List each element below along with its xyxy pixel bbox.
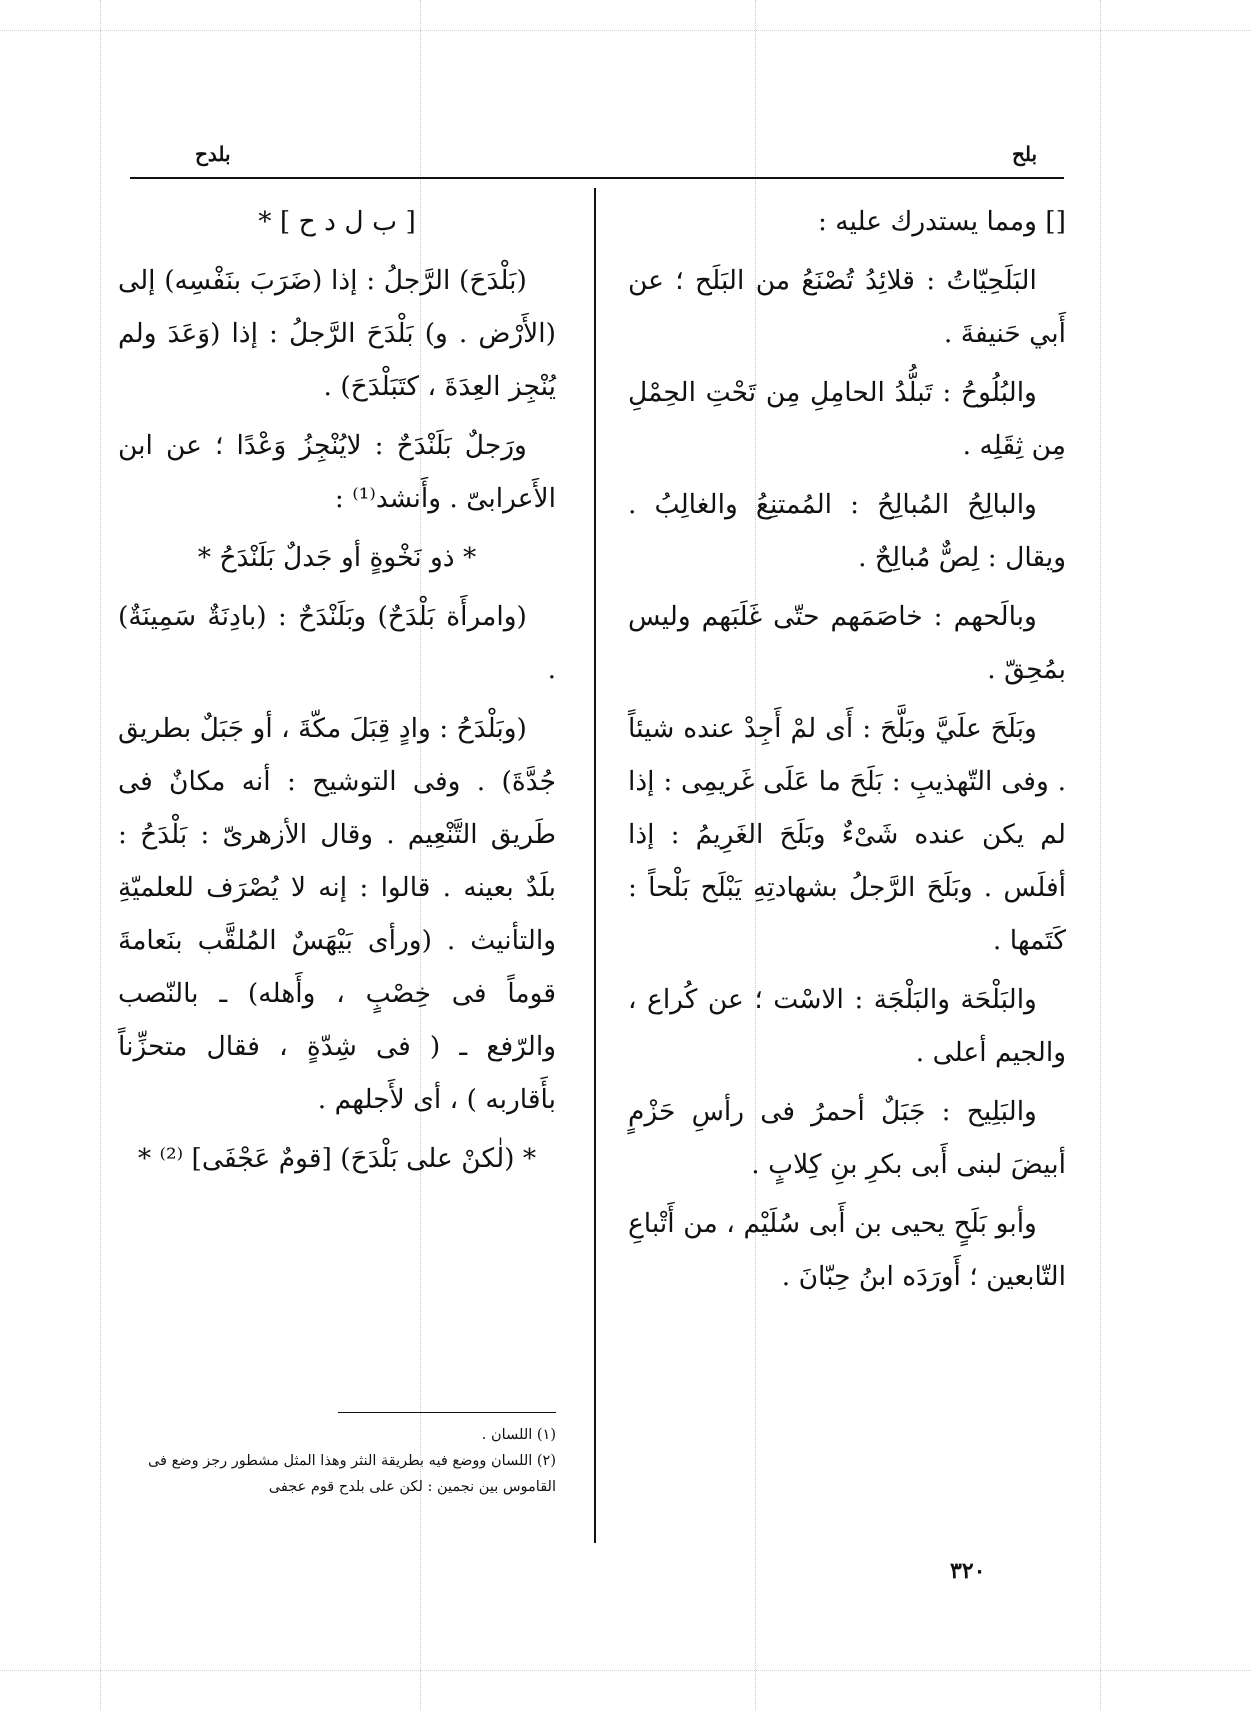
paragraph: والبُلُوحُ : تَبلُّدُ الحامِلِ مِن تَحْتِ الحِمْلِ مِن ثِقَلِه . bbox=[628, 377, 1066, 461]
header-left-word: بلدح bbox=[195, 142, 231, 166]
paragraph: والبَلِيح : جَبَلٌ أحمرُ فى رأسِ حَزْمٍ أبيضَ لبنى أَبى بكرِ بنِ كِلابٍ . bbox=[628, 1096, 1066, 1180]
footnote-1: (١) اللسان . bbox=[481, 1427, 556, 1443]
paragraph: * (لٰكنْ على بَلْدَحَ) [قومٌ عَجْفَى] ⁽²⁾ * bbox=[137, 1143, 537, 1174]
paragraph: (وامرأَة بَلْدَحٌ) وبَلَنْدَحٌ : (بادِنَةٌ سَمِينَةٌ) . bbox=[118, 601, 556, 685]
paragraph: * ذو نَخْوةٍ أو جَدلٌ بَلَنْدَحُ * bbox=[197, 542, 477, 573]
right-column bbox=[628, 195, 1066, 1309]
left-column bbox=[118, 195, 556, 1191]
header-rule bbox=[130, 177, 1064, 179]
footnotes bbox=[118, 1422, 556, 1500]
scan-dotted-line bbox=[0, 1670, 1251, 1671]
paragraph: (وبَلْدَحُ : وادٍ قِبَلَ مكّةَ ، أو جَبَلٌ بطريق جُدَّةَ) . وفى التوشيح : أنه مكانٌ فى طَريق التَّنْعِيم . وقال الأزهرىّ : بَلْدَحُ : بلَدٌ بعينه . قالوا : إنه لا يُصْرَف للعلميّةِ والتأنيث . (ورأى بَيْهَسٌ المُلقَّب بنَعامةَ قوماً فى خِصْبٍ ، وأَهله) ـ بالنّصب والرّفع ـ ( فى شِدّةٍ ، فقال متحزِّناً بأَقاربه ) ، أى لأَجلهم . bbox=[118, 713, 556, 1115]
column-divider bbox=[594, 188, 596, 1543]
paragraph: وبالَحهم : خاصَمَهم حتّى غَلَبَهم وليس بمُحِقّ . bbox=[628, 601, 1066, 685]
paragraph: وأبو بَلَحٍ يحيى بن أَبى سُلَيْم ، من أَتْباعِ التّابعين ؛ أَورَدَه ابنُ حِبّانَ . bbox=[628, 1208, 1066, 1292]
scan-dotted-line bbox=[1100, 0, 1101, 1710]
paragraph: والبَلْحَة والبَلْجَة : الاسْت ؛ عن كُراع ، والجيم أعلى . bbox=[628, 984, 1066, 1068]
scan-dotted-line bbox=[0, 30, 1251, 31]
paragraph: [] ومما يستدرك عليه : bbox=[817, 206, 1066, 237]
page-number: ٣٢٠ bbox=[950, 1558, 986, 1584]
paragraph: (بَلْدَحَ) الرَّجلُ : إذا (ضَرَبَ بنَفْسِه) إلى (الأَرْض . و) بَلْدَحَ الرَّجلُ : إذا (وَعَدَ ولم يُنْجِز العِدَةَ ، كتَبَلْدَحَ) . bbox=[118, 265, 556, 402]
footnote-2: (٢) اللسان ووضع فيه بطريقة النثر وهذا المثل مشطور رجز وضع فى القاموس بين نجمين : لكن على بلدح قوم عجفى bbox=[147, 1453, 556, 1495]
paragraph: والبالِحُ المُبالِحُ : المُمتنِعُ والغالِبُ . ويقال : لِصٌّ مُبالِحٌ . bbox=[628, 489, 1066, 573]
paragraph: [ ب ل د ح ] * bbox=[258, 206, 416, 237]
paragraph: البَلَحِيّاتُ : قلائِدُ تُصْنَعُ من البَلَح ؛ عن أَبي حَنيفةَ . bbox=[628, 265, 1066, 349]
header-right-word: بلح bbox=[1012, 142, 1038, 166]
paragraph: ورَجلٌ بَلَنْدَحٌ : لايُنْجِزُ وَعْدًا ؛ عن ابن الأَعرابىّ . وأَنشد⁽¹⁾ : bbox=[118, 430, 556, 514]
footnote-rule bbox=[338, 1412, 556, 1413]
scan-dotted-line bbox=[100, 0, 101, 1710]
paragraph: وبَلَحَ علَيَّ وبَلَّحَ : أَى لمْ أَجِدْ عنده شيئاً . وفى التّهذيبِ : بَلَحَ ما عَلَى غَريمِى : إذا لم يكن عنده شَىْءٌ وبَلَحَ الغَرِيمُ : إذا أفلَس . وبَلَحَ الرَّجلُ بشهادتِهِ يَبْلَح بَلْحاً : كَتَمها . bbox=[628, 713, 1066, 956]
